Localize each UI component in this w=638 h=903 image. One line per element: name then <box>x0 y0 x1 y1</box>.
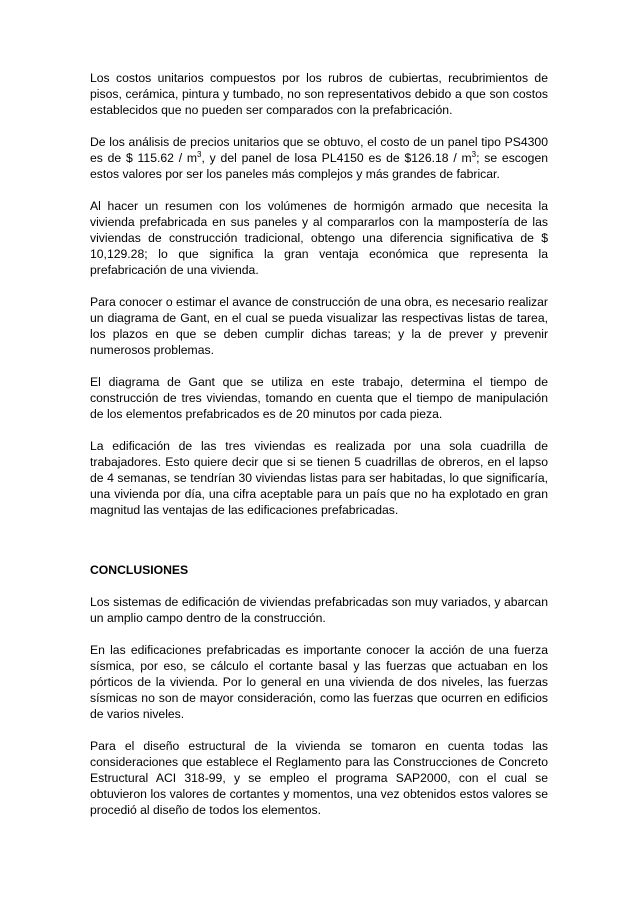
document-page <box>90 70 548 834</box>
paragraph-unit-costs: Los costos unitarios compuestos por los rubros de cubiertas, recubrimientos de pisos, cerámica, pintura y tumbado, no son representativos debido a que son costos establecidos que no pueden ser comparados con la prefabricación. <box>90 71 548 117</box>
panel-costs-text-3: ; se escogen estos valores por ser los paneles más complejos y más grandes de fabricar. <box>90 151 549 181</box>
superscript-cubed-2: 3 <box>471 149 477 159</box>
paragraph-concrete-volumes: Al hacer un resumen con los volúmenes de hormigón armado que necesita la vivienda prefabricada en sus paneles y al compararlos con la mampostería de las viviendas de construcción tradicional, obtengo una diferencia significativa de $ 10,129.28; lo que significa la gran ventaja económica que representa la prefabricación de una vivienda. <box>90 199 548 277</box>
panel-costs-text-2: , y del panel de losa PL4150 es de $126.18 / m <box>201 151 472 165</box>
paragraph-gant-intro: Para conocer o estimar el avance de construcción de una obra, es necesario realizar un diagrama de Gant, en el cual se pueda visualizar las respectivas listas de tarea, los plazos en que se deben cumplir dichas tareas; y la de prever y prevenir numerosos problemas. <box>90 295 548 357</box>
paragraph-conclusion-seismic: En las edificaciones prefabricadas es importante conocer la acción de una fuerza sísmica, por eso, se cálculo el cortante basal y las fuerzas que actuaban en los pórticos de la vivienda. Por lo general en una vivienda de dos niveles, las fuerzas sísmicas no son de mayor consideración, como las fuerzas que ocurren en edificios de varios niveles. <box>90 643 548 721</box>
section-heading-conclusions: CONCLUSIONES <box>90 563 189 577</box>
panel-costs-text-1: De los análisis de precios unitarios que se obtuvo, el costo de un panel tipo PS4300 es de $ 115.62 / m <box>90 135 548 165</box>
paragraph-conclusion-systems: Los sistemas de edificación de viviendas prefabricadas son muy variados, y abarcan un amplio campo dentro de la construcción. <box>90 595 548 625</box>
paragraph-crews: La edificación de las tres viviendas es realizada por una sola cuadrilla de trabajadores. Esto quiere decir que si se tienen 5 cuadrillas de obreros, en el lapso de 4 semanas, se tendrían 30 viviendas listas para ser habitadas, lo que significaría, una vivienda por día, una cifra aceptable para un país que no ha explotado en gran magnitud las ventajas de las edificaciones prefabricadas. <box>90 439 548 517</box>
paragraph-panel-costs <box>90 134 548 182</box>
superscript-cubed-1: 3 <box>197 149 202 159</box>
paragraph-gant-time: El diagrama de Gant que se utiliza en este trabajo, determina el tiempo de construcción de tres viviendas, tomando en cuenta que el tiempo de manipulación de los elementos prefabricados es de 20 minutos por cada pieza. <box>90 375 548 421</box>
paragraph-conclusion-design: Para el diseño estructural de la vivienda se tomaron en cuenta todas las consideraciones que establece el Reglamento para las Construcciones de Concreto Estructural ACI 318-99, y se empleo el programa SAP2000, con el cual se obtuvieron los valores de cortantes y momentos, una vez obtenidos estos valores se procedió al diseño de todos los elementos. <box>90 739 548 817</box>
